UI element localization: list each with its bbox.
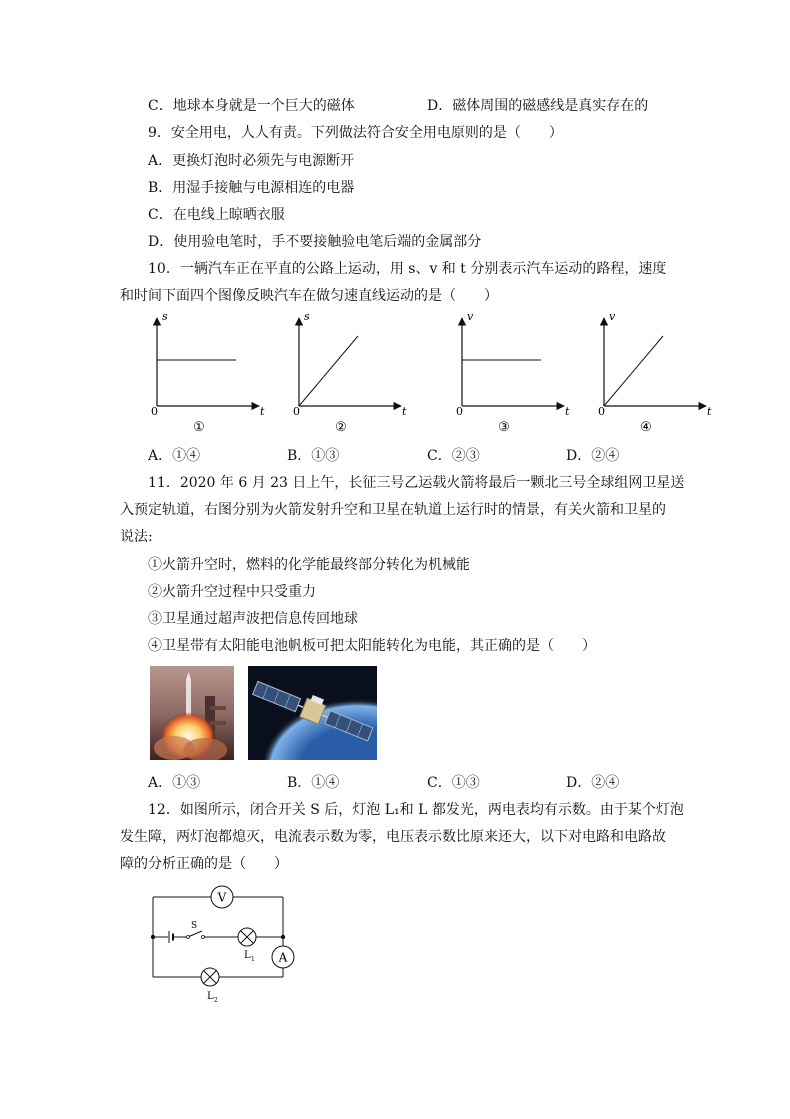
q10-option-d: D．②④ [566, 448, 620, 464]
y-axis-label: s [304, 310, 310, 323]
q8-option-c: C．地球本身就是一个巨大的磁体 [148, 98, 355, 114]
q12-stem-line2: 发生障，两灯泡都熄灭，电流表示数为零，电压表示数比原来还大，以下对电路和电路故 [120, 829, 666, 845]
satellite-orbit-photo [248, 666, 377, 760]
q12-stem-line3: 障的分析正确的是（ ） [120, 856, 288, 872]
y-axis-label: s [162, 310, 168, 323]
graph-line-diagonal [299, 336, 358, 406]
q9-option-c: C．在电线上晾晒衣服 [148, 207, 285, 223]
x-axis-label: t [402, 405, 407, 418]
q12-stem-line1: 12．如图所示，闭合开关 S 后，灯泡 L₁和 L 都发光，两电表均有示数。由于某个灯泡 [148, 802, 684, 818]
q9-option-d: D．使用验电笔时，手不要接触验电笔后端的金属部分 [148, 234, 482, 250]
q11-statement-3: ③卫星通过超声波把信息传回地球 [148, 611, 358, 627]
y-axis-label: v [467, 310, 474, 323]
q9-option-a: A．更换灯泡时必须先与电源断开 [148, 153, 355, 169]
q11-option-b: B．①④ [287, 775, 340, 791]
q10-stem-line2: 和时间下面四个图像反映汽车在做匀速直线运动的是（ ） [120, 288, 498, 304]
q9-option-b: B．用湿手接触与电源相连的电器 [148, 180, 355, 196]
svg-text:1: 1 [251, 956, 255, 963]
q10-stem-line1: 10．一辆汽车正在平直的公路上运动，用 s、v 和 t 分别表示汽车运动的路程，速度 [148, 261, 667, 277]
q11-stem-line3: 说法: [120, 529, 153, 545]
x-axis-label: t [565, 405, 570, 418]
ammeter [272, 946, 294, 968]
origin-label: 0 [598, 405, 605, 418]
q11-option-d: D．②④ [566, 775, 620, 791]
graph-1 [151, 310, 265, 435]
voltmeter [211, 886, 233, 908]
q10-option-b: B．①③ [287, 448, 340, 464]
graph-2 [293, 310, 407, 435]
origin-label: 0 [293, 405, 300, 418]
circuit-diagram [140, 880, 310, 1005]
graph-line-diagonal [604, 336, 663, 406]
graph-number: ① [193, 420, 205, 435]
origin-label: 0 [456, 405, 463, 418]
svg-text:L: L [244, 950, 251, 961]
q10-option-a: A．①④ [148, 448, 201, 464]
lamp-l2 [201, 968, 219, 1004]
origin-label: 0 [151, 405, 158, 418]
x-axis-label: t [707, 405, 712, 418]
y-axis-label: v [609, 310, 616, 323]
q9-stem: 9．安全用电，人人有责。下列做法符合安全用电原则的是（ ） [148, 125, 563, 141]
x-axis-label: t [260, 405, 265, 418]
q11-statement-4: ④卫星带有太阳能电池帆板可把太阳能转化为电能，其正确的是（ ） [148, 638, 596, 654]
q10-graphs [0, 308, 790, 438]
switch-s [187, 921, 205, 939]
q10-option-c: C．②③ [427, 448, 480, 464]
svg-text:V: V [217, 890, 227, 905]
rocket-launch-photo [150, 666, 234, 760]
q11-stem-line2: 入预定轨道，右图分别为火箭发射升空和卫星在轨道上运行时的情景，有关火箭和卫星的 [120, 502, 666, 518]
svg-text:L: L [207, 991, 214, 1002]
svg-text:2: 2 [214, 997, 218, 1004]
q11-statement-2: ②火箭升空过程中只受重力 [148, 584, 316, 600]
graph-4 [598, 310, 712, 435]
graph-number: ④ [640, 420, 652, 435]
svg-text:A: A [278, 950, 288, 965]
q11-statement-1: ①火箭升空时，燃料的化学能最终部分转化为机械能 [148, 557, 470, 573]
graph-3 [456, 310, 570, 435]
graph-number: ③ [498, 420, 510, 435]
q11-stem-line1: 11．2020 年 6 月 23 日上午，长征三号乙运载火箭将最后一颗北三号全球组网卫星送 [148, 475, 685, 491]
q11-option-a: A．①③ [148, 775, 201, 791]
svg-text:S: S [191, 921, 198, 931]
graph-number: ② [335, 420, 347, 435]
battery [169, 931, 173, 943]
lamp-l1 [238, 928, 256, 963]
q8-option-d: D．磁体周围的磁感线是真实存在的 [427, 98, 649, 114]
q11-option-c: C．①③ [427, 775, 480, 791]
